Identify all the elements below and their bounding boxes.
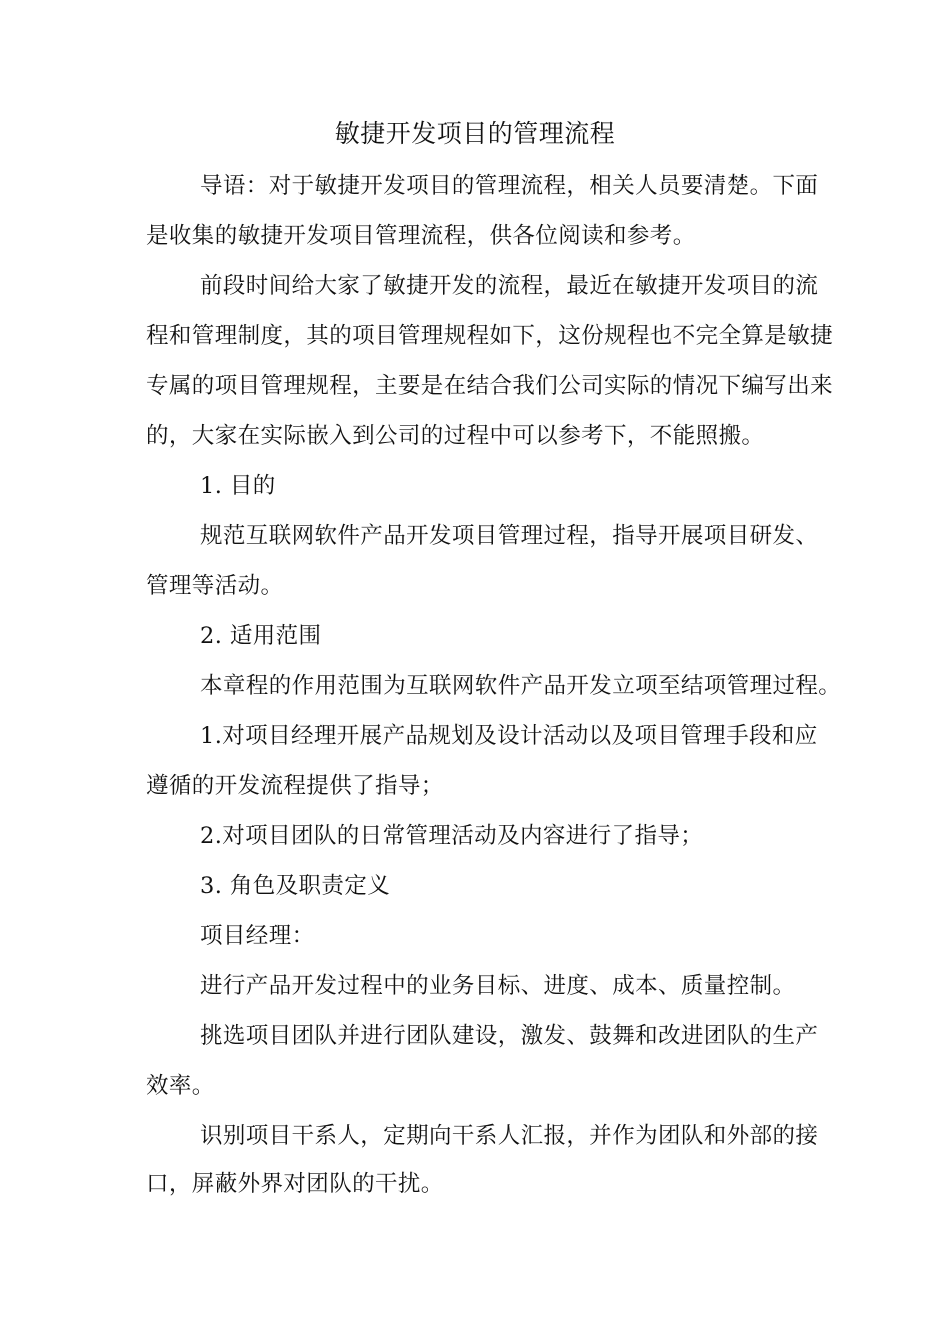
paragraph-line: 管理等活动。 [146, 573, 284, 599]
paragraph-line: 规范互联网软件产品开发项目管理过程，指导开展项目研发、 [200, 523, 819, 549]
paragraph-line: 识别项目干系人，定期向干系人汇报，并作为团队和外部的接 [200, 1123, 819, 1149]
section-heading: 3. 角色及职责定义 [200, 873, 391, 899]
paragraph-line: 挑选项目团队并进行团队建设，激发、鼓舞和改进团队的生产 [200, 1023, 819, 1049]
paragraph-line: 的，大家在实际嵌入到公司的过程中可以参考下，不能照搬。 [146, 423, 765, 449]
paragraph-line: 进行产品开发过程中的业务目标、进度、成本、质量控制。 [200, 973, 796, 999]
paragraph-line: 导语：对于敏捷开发项目的管理流程，相关人员要清楚。下面 [200, 173, 819, 199]
paragraph-line: 专属的项目管理规程，主要是在结合我们公司实际的情况下编写出来 [146, 373, 834, 399]
paragraph-line: 1.对项目经理开展产品规划及设计活动以及项目管理手段和应 [200, 723, 818, 749]
paragraph-line: 程和管理制度，其的项目管理规程如下，这份规程也不完全算是敏捷 [146, 323, 834, 349]
paragraph-line: 效率。 [146, 1073, 215, 1099]
paragraph-line: 2.对项目团队的日常管理活动及内容进行了指导； [200, 823, 704, 849]
paragraph-line: 本章程的作用范围为互联网软件产品开发立项至结项管理过程。 [200, 673, 842, 699]
paragraph-line: 项目经理： [200, 923, 315, 949]
paragraph-line: 遵循的开发流程提供了指导； [146, 773, 444, 799]
paragraph-line: 是收集的敏捷开发项目管理流程，供各位阅读和参考。 [146, 223, 696, 249]
paragraph-line: 前段时间给大家了敏捷开发的流程，最近在敏捷开发项目的流 [200, 273, 819, 299]
section-heading: 2. 适用范围 [200, 623, 322, 649]
paragraph-line: 口，屏蔽外界对团队的干扰。 [146, 1171, 444, 1197]
section-heading: 1. 目的 [200, 473, 276, 499]
document-title: 敏捷开发项目的管理流程 [334, 119, 616, 148]
